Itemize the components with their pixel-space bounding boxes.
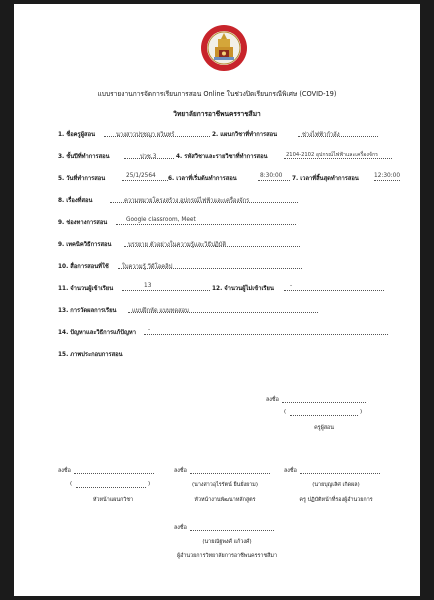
field-label: 7. เวลาที่สิ้นสุดทำการสอน [292,176,359,182]
field-label: 1. ชื่อครูผู้สอน [58,132,96,138]
field-label: 2. แผนกวิชาที่ทำการสอน [212,132,278,138]
field-label: 4. รหัสวิชาและรายวิชาที่ทำการสอน [176,154,268,160]
start-time-value: 8:30:00 [260,173,283,179]
close-paren: ) [360,409,363,415]
channel-value: Google classroom, Meet [126,217,196,223]
college-seal-logo [200,24,248,72]
field-label: 3. ชั้นปีที่ทำการสอน [58,154,110,160]
deputy-role: ครู ปฏิบัติหน้าที่รองผู้อำนวยการ [299,497,373,503]
director-name: (นายณัฐพงศ์ แก้วงศ์) [202,539,252,545]
name-line [290,415,358,416]
curriculum-head-name: (นางสาวอุไรรัตน์ ยืนยั่งยาม) [192,482,258,488]
absentees-value: - [290,283,293,289]
topic-value: ความหมายโครงสร้าง อุปกรณ์ไฟฟ้าและเครื่องจักร [124,198,250,204]
field-label: 9. เทคนิควิธีการสอน [58,242,112,248]
sign-prefix: ลงชื่อ [266,397,279,403]
subject-code-value: 2104-2102 อุปกรณ์ไฟฟ้าและเครื่องจักร [286,152,378,158]
signature-line [190,473,270,474]
open-paren: ( [70,481,73,487]
open-paren: ( [284,409,287,415]
field-label: 6. เวลาที่เริ่มต้นทำการสอน [168,176,237,182]
attendees-value: 13 [144,283,152,289]
close-paren: ) [148,481,151,487]
head-dept-role: หัวหน้าแผนกวิชา [92,497,134,503]
teaching-date-value: 25/1/2564 [126,173,156,179]
field-label: 15. ภาพประกอบการสอน [58,352,123,358]
field-label: 13. การวัดผลการเรียน [58,308,117,314]
sign-prefix: ลงชื่อ [58,468,71,474]
college-name: วิทยาลัยการอาชีพนครราชสีมา [173,110,261,118]
dotted-line [284,290,384,291]
signature-line [190,530,274,531]
field-label: 8. เรื่องที่สอน [58,198,93,204]
dotted-line [374,180,400,181]
sign-prefix: ลงชื่อ [284,468,297,474]
field-label: 11. จำนวนผู้เข้าเรียน [58,286,114,292]
report-title: แบบรายงานการจัดการเรียนการสอน Online ในช่วงปิดเรียนกรณีพิเศษ (COVID-19) [97,90,337,98]
class-level-value: ปวช.3 [140,154,157,160]
media-value: ใบความรู้ วีดีโอคลิป [122,264,173,270]
dotted-line [258,180,290,181]
end-time-value: 12:30:00 [374,173,401,179]
teacher-role: ครูผู้สอน [314,425,334,431]
deputy-name: (นายบุญเลิศ เกิดผล) [312,482,360,488]
technique-value: บรรยาย ตัวอย่างในความรู้และวิธีปฏิบัติ [128,242,227,248]
dotted-line [122,290,210,291]
field-label: 12. จำนวนผู้ไม่เข้าเรียน [212,286,274,292]
sign-prefix: ลงชื่อ [174,525,187,531]
department-value: ช่างไฟฟ้ากำลัง [302,132,340,138]
dotted-line [122,180,168,181]
dotted-line [144,334,388,335]
field-label: 5. วันที่ทำการสอน [58,176,106,182]
field-label: 9. ช่องทางการสอน [58,220,108,226]
problems-value: - [148,327,151,333]
sign-prefix: ลงชื่อ [174,468,187,474]
name-line [76,487,146,488]
document-page [14,4,420,596]
signature-line [282,402,366,403]
signature-line [300,473,380,474]
field-label: 14. ปัญหาและวิธีการแก้ปัญหา [58,330,136,336]
dotted-line [116,224,296,225]
director-role: ผู้อำนวยการวิทยาลัยการอาชีพนครราชสีมา [176,553,277,559]
signature-line [74,473,154,474]
curriculum-head-role: หัวหน้างานพัฒนาหลักสูตร [194,497,256,503]
teacher-name-value: นางสาวปรุชญา ผวินทร์ [116,132,175,138]
field-label: 10. สื่อการสอนที่ใช้ [58,264,109,270]
evaluation-value: แบบฝึกหัด แบบทดสอบ [132,308,189,314]
